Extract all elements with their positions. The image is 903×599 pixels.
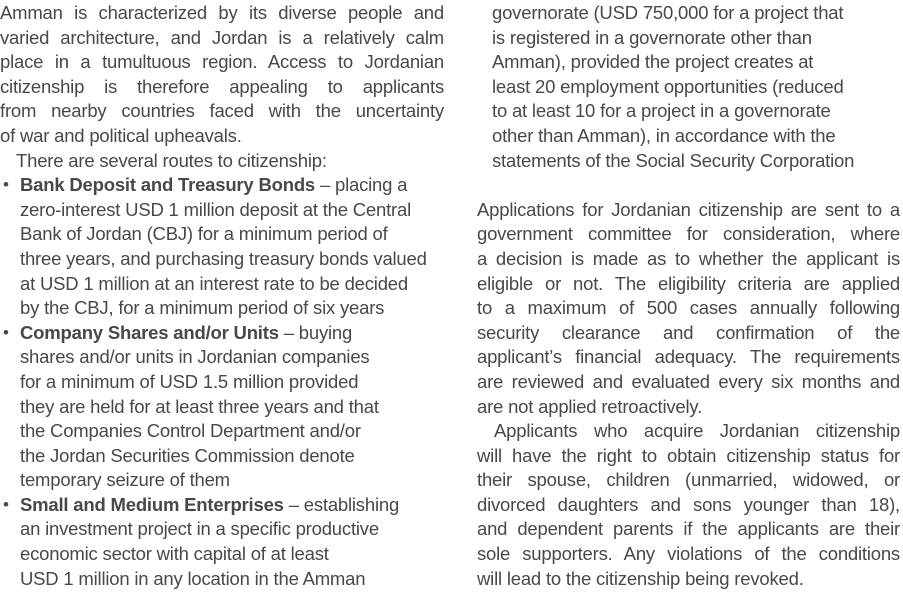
text-line: government committee for consideration, where [477,223,900,245]
paragraph [492,1,900,173]
paragraph [477,198,900,419]
text-line: to a maximum of 500 cases annually following [477,297,900,319]
text-line: Amman), provided the project creates at [492,51,814,73]
text-line: at USD 1 million at an interest rate to be decided [20,272,408,294]
text-span: – establishing [283,493,400,515]
paragraph-spacer [477,173,900,198]
text-line: are not applied retroactively. [477,395,703,417]
text-line: Applicants who acquire Jordanian citizenship [494,420,900,442]
text-line: from nearby countries faced with the uncertainty [0,100,444,122]
text-line [20,321,444,346]
text-line: sole supporters. Any violations of the conditions [477,543,900,565]
text-line: Applications for Jordanian citizenship are sent to a [477,198,900,220]
bullet-icon: • [3,175,9,195]
column-left [0,1,444,591]
text-line: by the CBJ, for a minimum period of six years [20,297,385,319]
bullet-item [0,493,444,591]
text-line: three years, and purchasing treasury bonds valued [20,247,427,269]
text-line: varied architecture, and Jordan is a relatively calm [0,26,444,48]
bullet-icon: • [3,494,9,514]
text-line: citizenship is therefore appealing to applicants [0,75,444,97]
text-span: – placing a [315,174,408,196]
text-line: will have the right to obtain citizenship status for [477,444,900,466]
text-line: security clearance and confirmation of the [477,321,900,343]
text-line: and dependent parents if the applicants are their [477,518,900,540]
text-line: for a minimum of USD 1.5 million provided [20,370,359,392]
bold-run-in-heading: Small and Medium Enterprises [20,493,284,515]
text-line [20,173,444,198]
text-line: will lead to the citizenship being revoked. [477,567,804,589]
paragraph [0,1,444,149]
text-line: to at least 10 for a project in a governorate [492,100,831,122]
text-line: the Companies Control Department and/or [20,420,361,442]
text-line: There are several routes to citizenship: [16,149,327,171]
bullet-item [0,173,444,321]
text-line: of war and political upheavals. [0,124,242,146]
text-line: divorced daughters and sons younger than 18), [477,493,900,515]
text-line: applicant’s financial adequacy. The requirements [477,346,900,368]
paragraph [0,149,444,174]
text-line: USD 1 million in any location in the Amman [20,567,366,589]
text-line: temporary seizure of them [20,469,230,491]
text-line: Amman is characterized by its diverse people and [0,2,444,23]
text-span: – buying [278,321,353,343]
bold-run-in-heading: Company Shares and/or Units [20,321,279,343]
text-line: zero-interest USD 1 million deposit at the Central [20,198,412,220]
text-line: an investment project in a specific productive [20,518,379,540]
text-line: governorate (USD 750,000 for a project that [492,2,844,23]
bullet-item [0,321,444,493]
text-line: statements of the Social Security Corporation [492,149,855,171]
text-line [20,493,444,518]
text-line: other than Amman), in accordance with the [492,124,836,146]
bold-run-in-heading: Bank Deposit and Treasury Bonds [20,174,316,196]
text-line: eligible or not. The eligibility criteria are applied [477,272,900,294]
text-line: they are held for at least three years and that [20,395,379,417]
text-line: Bank of Jordan (CBJ) for a minimum period of [20,223,388,245]
text-line: a decision is made as to whether the applicant is [477,247,900,269]
text-line: are reviewed and evaluated every six months and [477,370,900,392]
text-line: is registered in a governorate other than [492,26,812,48]
bullet-icon: • [3,322,9,342]
paragraph [477,419,900,591]
text-line: least 20 employment opportunities (reduced [492,75,844,97]
text-line: their spouse, children (unmarried, widowed, or [477,469,900,491]
text-line: place in a tumultuous region. Access to Jordanian [0,51,444,73]
text-line: shares and/or units in Jordanian companies [20,346,370,368]
text-line: the Jordan Securities Commission denote [20,444,355,466]
text-line: economic sector with capital of at least [20,543,329,565]
column-right [477,1,900,591]
